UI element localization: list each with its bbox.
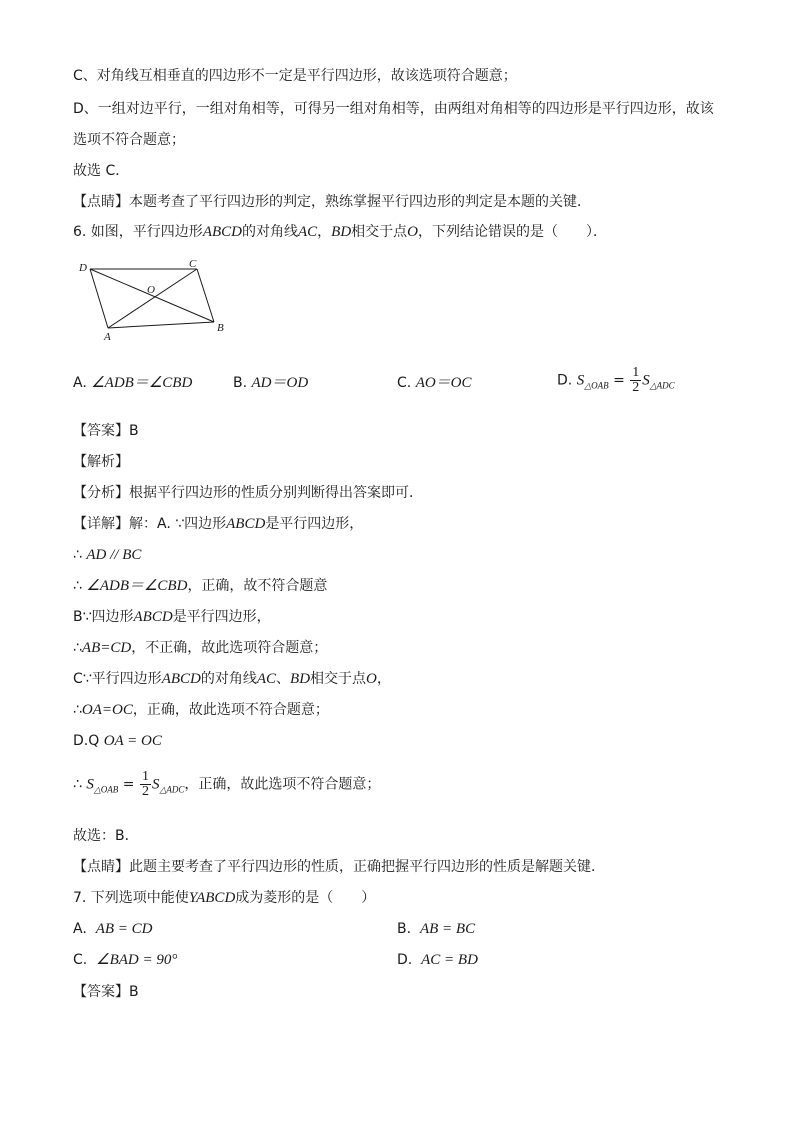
label-a: A (104, 331, 111, 343)
label-c: C (189, 258, 197, 270)
detail-line-3: ∴ ∠ADB＝∠CBD，正确，故不符合题意 (73, 578, 328, 594)
fraction-half: $\frac{1}{2}$ (632, 365, 640, 395)
choose-line: 故选 C． (73, 163, 130, 179)
detail-line-4: B∵四边形ABCD是平行四边形， (73, 609, 271, 625)
detail-line-7: ∴OA=OC，正确，故此选项不符合题意； (73, 702, 329, 718)
detail-line-5: ∴AB=CD，不正确，故此选项符合题意； (73, 640, 328, 656)
option-7c: C. ∠BAD = 90° (73, 952, 178, 968)
question-6-stem: 6. 如图，平行四边形ABCD的对角线AC，BD相交于点O，下列结论错误的是（ ）． (73, 224, 607, 240)
parallelogram-figure (72, 256, 242, 346)
comment-6: 【点睛】此题主要考查了平行四边形的性质，正确把握平行四边形的性质是解题关键． (73, 859, 605, 875)
select-6: 故选：B． (73, 828, 139, 844)
option-6b: B. AD＝OD (233, 375, 309, 391)
detail-line-8: D.Q OA = OC (73, 733, 162, 749)
detail-line-9: ∴ $S_{\triangle OAB}$ = $\frac{1}{2}$ $S_{\triangle ADC}$，正确，故此选项不符合题意； (73, 769, 381, 799)
label-d: D (79, 262, 87, 274)
detail-line-6: C∵平行四边形ABCD的对角线AC、BD相交于点O， (73, 671, 391, 687)
option-7d: D. AC = BD (397, 952, 478, 968)
detail-line-2: ∴ AD // BC (73, 547, 142, 563)
diagonal-ac (108, 269, 197, 328)
answer-7: 【答案】B (73, 984, 139, 1000)
question-7-stem: 7. 下列选项中能使YABCD成为菱形的是（ ） (73, 890, 376, 906)
solution-line-c: C、对角线互相垂直的四边形不一定是平行四边形，故该选项符合题意； (73, 68, 517, 84)
side-ad (90, 269, 108, 328)
solution-line-d-cont: 选项不符合题意； (73, 132, 185, 148)
label-o: O (147, 284, 155, 296)
side-cb (197, 269, 214, 322)
fraction-half-detail: $\frac{1}{2}$ (141, 769, 149, 799)
option-7b: B. AB = BC (397, 921, 476, 937)
answer-6: 【答案】B (73, 423, 139, 439)
option-7a: A. AB = CD (73, 921, 153, 937)
option-6a: A. ∠ADB＝∠CBD (73, 375, 193, 391)
detail-line-1: 【详解】解：A. ∵四边形ABCD是平行四边形， (73, 516, 364, 532)
solution-line-d: D、一组对边平行，一组对角相等，可得另一组对角相等，由两组对角相等的四边形是平行四边形，故该 (73, 101, 714, 117)
side-ba (108, 322, 214, 328)
option-6d: D. $S_{\triangle OAB}$ = $\frac{1}{2}$ $S_{\triangle ADC}$ (557, 365, 675, 395)
analysis-text: 【分析】根据平行四边形的性质分别判断得出答案即可． (73, 485, 423, 501)
label-b: B (217, 322, 224, 334)
comment-line: 【点睛】本题考查了平行四边形的判定，熟练掌握平行四边形的判定是本题的关键． (73, 194, 591, 210)
option-6c: C. AO＝OC (397, 375, 472, 391)
analysis-header: 【解析】 (73, 454, 129, 470)
